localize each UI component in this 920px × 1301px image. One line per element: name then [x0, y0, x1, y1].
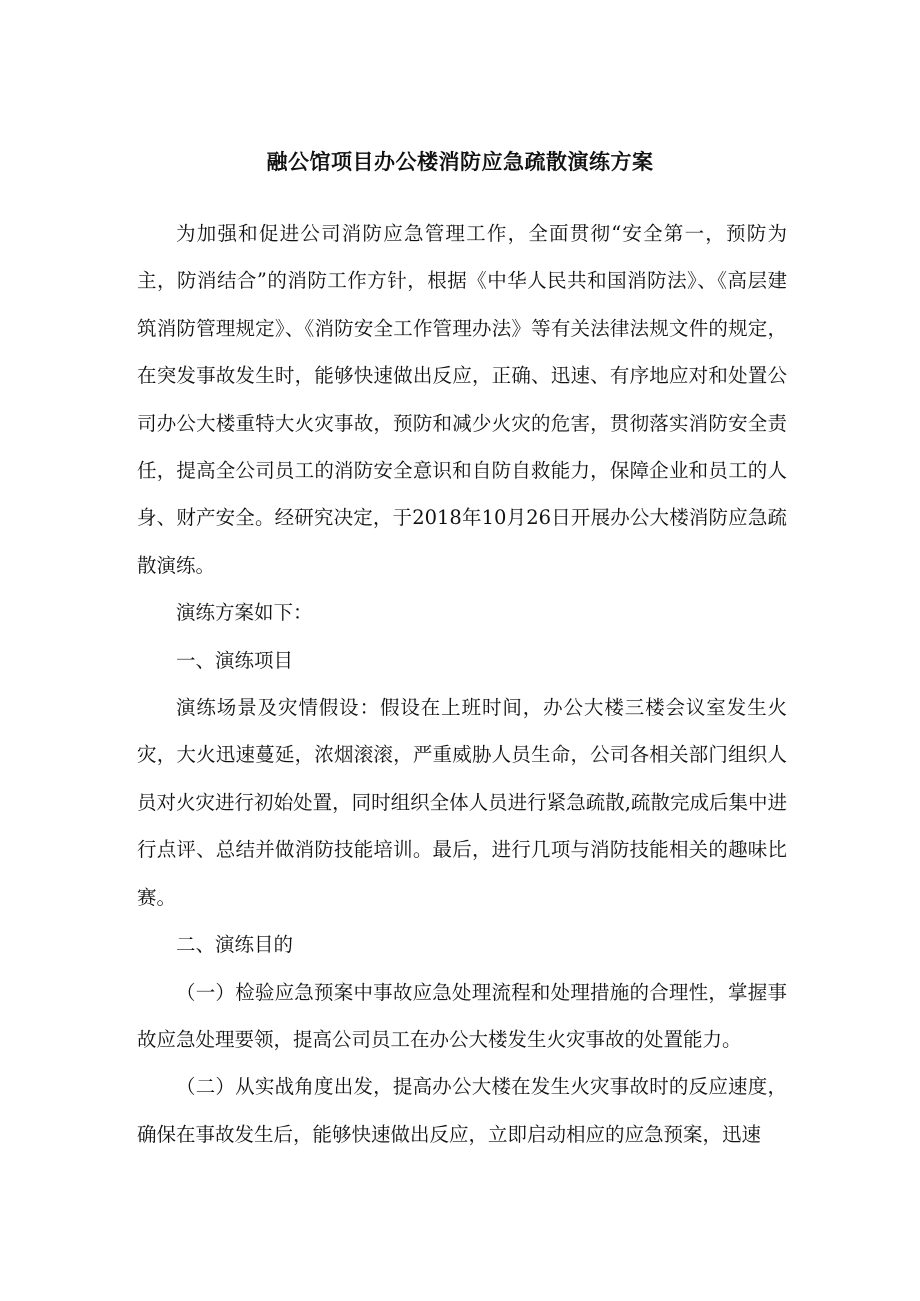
purpose-item-2: （二）从实战角度出发，提高办公大楼在发生火灾事故时的反应速度，确保在事故发生后，能够快速做出反应，立即启动相应的应急预案，迅速	[137, 1075, 787, 1146]
document-title: 融公馆项目办公楼消防应急疏散演练方案	[266, 150, 654, 174]
plan-intro-line: 演练方案如下：	[176, 601, 313, 625]
scenario-paragraph: 演练场景及灾情假设：假设在上班时间，办公大楼三楼会议室发生火灾，大火迅速蔓延，浓烟滚滚，严重威胁人员生命，公司各相关部门组织人员对火灾进行初始处置，同时组织全体人员进行紧急疏散,疏散完成后集中进行点评、总结并做消防技能培训。最后，进行几项与消防技能相关的趣味比赛。	[137, 696, 787, 909]
section-heading-purpose: 二、演练目的	[176, 933, 294, 957]
document-body	[137, 210, 787, 1158]
purpose-item-1: （一）检验应急预案中事故应急处理流程和处理措施的合理性，掌握事故应急处理要领，提高公司员工在办公大楼发生火灾事故的处置能力。	[137, 980, 787, 1051]
intro-paragraph: 为加强和促进公司消防应急管理工作，全面贯彻“安全第一，预防为主，防消结合”的消防工作方针，根据《中华人民共和国消防法》、《高层建筑消防管理规定》、《消防安全工作管理办法》等有关法律法规文件的规定，在突发事故发生时，能够快速做出反应，正确、迅速、有序地应对和处置公司办公大楼重特大火灾事故，预防和减少火灾的危害，贯彻落实消防安全责任，提高全公司员工的消防安全意识和自防自救能力，保障企业和员工的人身、财产安全。经研究决定，于2018年10月26日开展办公大楼消防应急疏散演练。	[137, 222, 787, 577]
section-heading-project: 一、演练项目	[176, 648, 294, 672]
